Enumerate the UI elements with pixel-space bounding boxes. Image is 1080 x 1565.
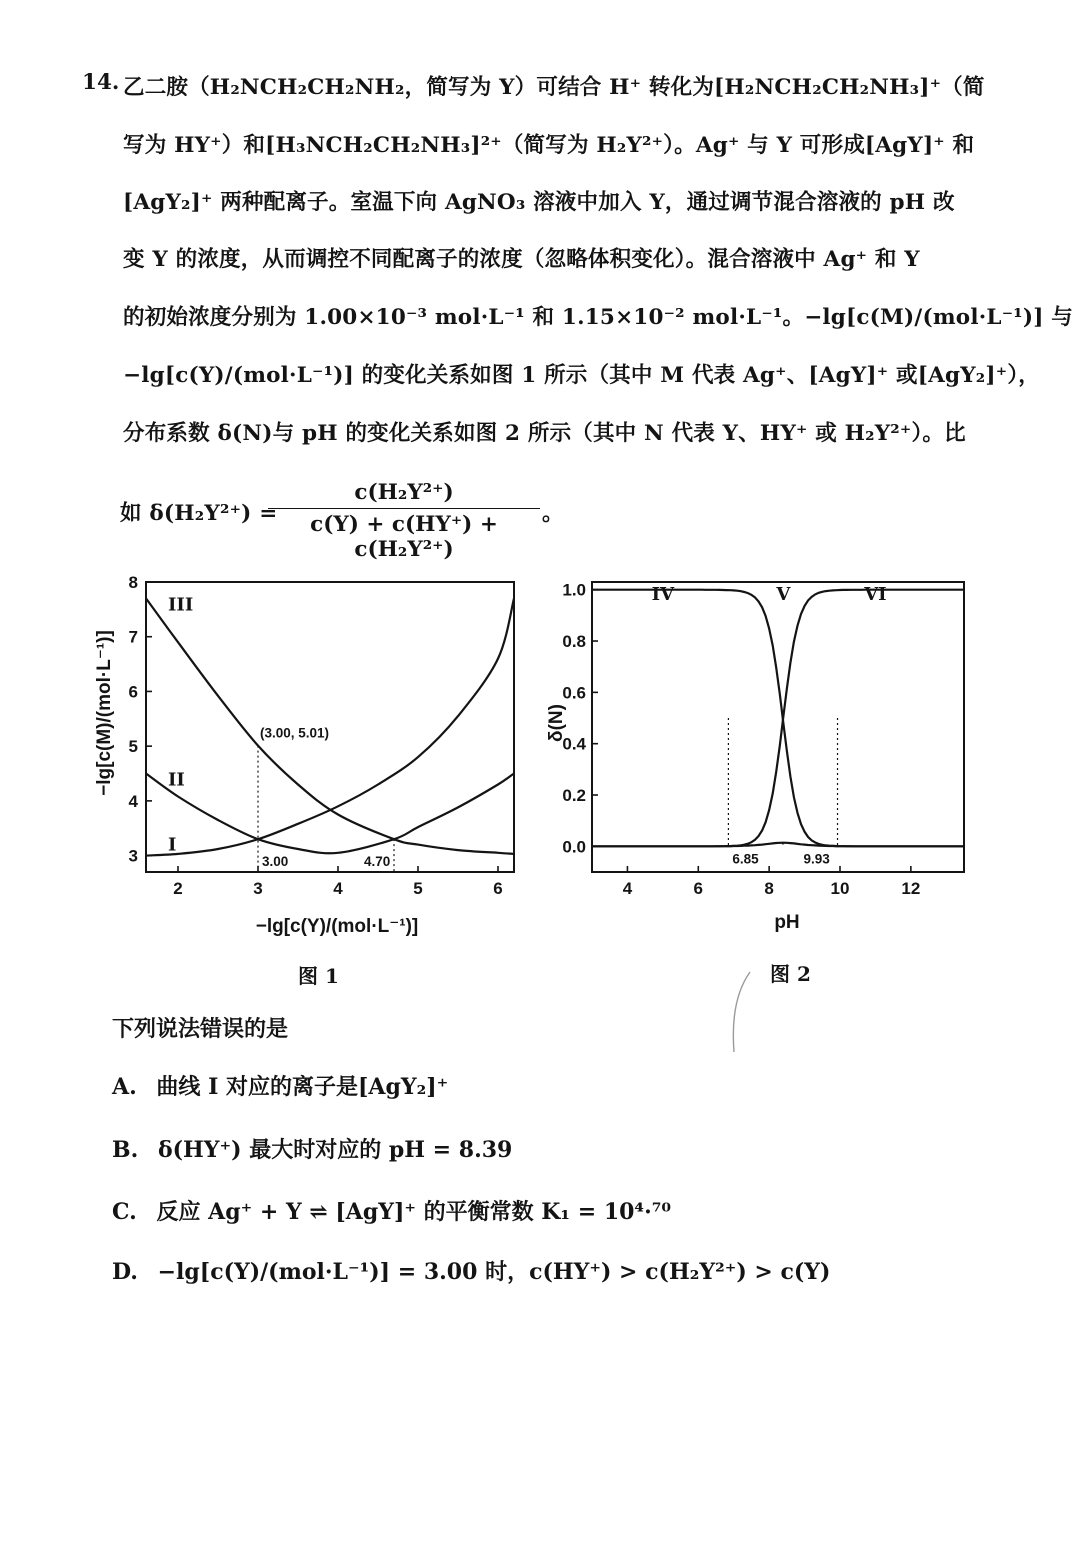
figure-2-xtick-label: 4: [622, 879, 633, 898]
figure-1-xtick-label: 4: [333, 879, 343, 898]
figure-1-xtick-label: 2: [173, 879, 183, 898]
question-number: 14.: [82, 70, 120, 95]
figure-2-xtick-label: 6: [693, 879, 704, 898]
figure-2-xtick-label: 12: [901, 879, 921, 898]
figure-2-curve-label-IV: IV: [651, 583, 675, 605]
choice-c[interactable]: [112, 1195, 671, 1226]
choice-d-text: −lg[c(Y)/(mol·L⁻¹)] = 3.00 时，c(HY⁺) > c(H₂Y²⁺) > c(Y): [157, 1259, 831, 1285]
formula-denominator: c(Y) + c(HY⁺) + c(H₂Y²⁺): [310, 512, 498, 562]
figure-1-ytick-label: 6: [128, 682, 138, 702]
figure-2-curve-VI: [592, 590, 964, 847]
figure-1-curve-I: [146, 598, 514, 855]
figure-2-ytick-label: 0.4: [562, 734, 586, 754]
figure-1-ytick-label: 3: [128, 846, 138, 866]
figure-2-xlabel: pH: [774, 912, 800, 933]
distribution-formula: [268, 480, 540, 562]
formula-numerator: c(H₂Y²⁺): [354, 480, 454, 505]
choice-d[interactable]: [112, 1255, 830, 1286]
figure-2-curve-IV: [592, 590, 964, 847]
figure-2-ytick-label: 0.0: [562, 837, 586, 857]
figure-1-ytick-label: 8: [128, 573, 138, 592]
figure-2-pka1-label: 6.85: [732, 851, 759, 867]
choice-b-text: δ(HY⁺) 最大时对应的 pH = 8.39: [157, 1137, 513, 1163]
figure-2-ytick-label: 1.0: [562, 580, 586, 600]
figure-1-point-label: (3.00, 5.01): [260, 725, 330, 741]
choice-b[interactable]: [112, 1133, 512, 1164]
figure-1-x-marker-3: 3.00: [262, 854, 289, 869]
formula-suffix: 。: [542, 501, 564, 526]
pen-stroke-mark: [726, 970, 756, 1060]
choice-b-letter: B.: [112, 1137, 139, 1163]
figure-1-caption: 图 1: [298, 964, 339, 988]
figure-1-x-marker-470: 4.70: [364, 854, 391, 869]
question-line-1: 乙二胺（H₂NCH₂CH₂NH₂，简写为 Y）可结合 H⁺ 转化为[H₂NCH₂CH₂NH₃]⁺（简: [123, 75, 985, 100]
figure-1-ytick-label: 5: [128, 737, 138, 757]
choice-a-letter: A.: [112, 1074, 137, 1100]
formula-prefix: 如 δ(H₂Y²⁺) =: [120, 501, 278, 526]
figure-1-xlabel: −lg[c(Y)/(mol·L⁻¹)]: [255, 916, 419, 937]
figure-2-frame: [592, 582, 964, 872]
figure-1-curve-II: [146, 774, 514, 854]
figure-1-curve-label-III: III: [168, 594, 194, 616]
figure-2-curve-label-VI: VI: [864, 583, 887, 605]
figure-1-ytick-label: 7: [128, 627, 138, 647]
question-line-3: [AgY₂]⁺ 两种配离子。室温下向 AgNO₃ 溶液中加入 Y，通过调节混合溶液的 pH 改: [123, 190, 955, 215]
figure-2-pka2-label: 9.93: [803, 851, 830, 867]
choice-a[interactable]: [112, 1070, 448, 1101]
figure-2-xtick-label: 8: [764, 879, 774, 898]
figure-2-xtick-label: 10: [830, 879, 850, 898]
figure-2-chart: [540, 570, 980, 940]
figure-2-ylabel: δ(N): [546, 704, 567, 742]
question-line-7: 分布系数 δ(N)与 pH 的变化关系如图 2 所示（其中 N 代表 Y、HY⁺ 或 H₂Y²⁺）。比: [123, 421, 966, 446]
figure-2-ytick-label: 0.8: [562, 632, 586, 652]
figure-2-caption: 图 2: [770, 962, 811, 986]
question-line-5: 的初始浓度分别为 1.00×10⁻³ mol·L⁻¹ 和 1.15×10⁻² mol·L⁻¹。−lg[c(M)/(mol·L⁻¹)] 与: [123, 305, 1074, 330]
figure-1-curve-label-I: I: [168, 834, 177, 856]
figure-2-ytick-label: 0.2: [562, 786, 586, 806]
figure-1-xtick-label: 3: [253, 879, 263, 898]
choice-c-text: 反应 Ag⁺ + Y ⇌ [AgY]⁺ 的平衡常数 K₁ = 10⁴·⁷⁰: [156, 1199, 671, 1225]
question-line-4: 变 Y 的浓度，从而调控不同配离子的浓度（忽略体积变化）。混合溶液中 Ag⁺ 和 Y: [123, 247, 920, 272]
figure-2-ytick-label: 0.6: [562, 683, 586, 703]
choice-a-text: 曲线 I 对应的离子是[AgY₂]⁺: [156, 1074, 449, 1100]
choice-d-letter: D.: [112, 1259, 138, 1285]
figure-2-curve-label-V: V: [776, 583, 791, 605]
choice-c-letter: C.: [112, 1199, 137, 1225]
figure-1-xtick-label: 5: [413, 879, 423, 898]
figure-1-frame: [146, 582, 514, 872]
figure-1-ytick-label: 4: [128, 791, 138, 811]
question-line-2: 写为 HY⁺）和[H₃NCH₂CH₂NH₃]²⁺（简写为 H₂Y²⁺）。Ag⁺ 与 Y 可形成[AgY]⁺ 和: [123, 133, 975, 158]
question-line-6: −lg[c(Y)/(mol·L⁻¹)] 的变化关系如图 1 所示（其中 M 代表 Ag⁺、[AgY]⁺ 或[AgY₂]⁺），: [123, 363, 1040, 388]
question-prompt: 下列说法错误的是: [112, 1016, 289, 1042]
figure-1-curve-label-II: II: [168, 769, 185, 791]
figure-1-chart: [80, 570, 540, 940]
figure-1-ylabel: −lg[c(M)/(mol·L⁻¹)]: [94, 630, 115, 796]
figure-1-xtick-label: 6: [493, 879, 503, 898]
figure-1-curve-III: [146, 598, 514, 854]
